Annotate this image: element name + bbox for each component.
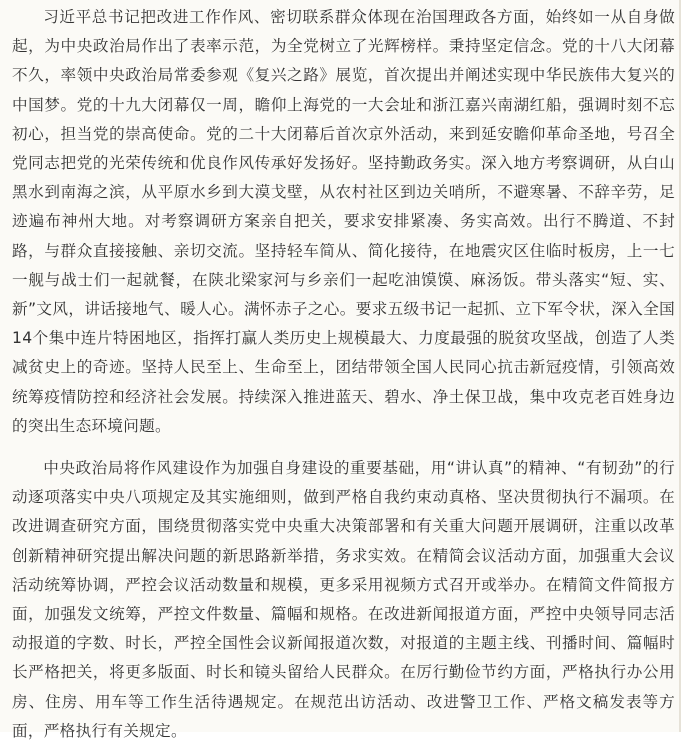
article-paragraph-1: 习近平总书记把改进工作作风、密切联系群众体现在治国理政各方面，始终如一从自身做起，为中央政治局作出了表率示范，为全党树立了光辉榜样。秉持坚定信念。党的十八大闭幕不久，率领中央政治局常委参观《复兴之路》展览，首次提出并阐述实现中华民族伟大复兴的中国梦。党的十九大闭幕仅一周，瞻仰上海党的一大会址和浙江嘉兴南湖红船，强调时刻不忘初心，担当党的崇高使命。党的二十大闭幕后首次京外活动，来到延安瞻仰革命圣地，号召全党同志把党的光荣传统和优良作风传承好发扬好。坚持勤政务实。深入地方考察调研，从白山黑水到南海之滨，从平原水乡到大漠戈壁，从农村社区到边关哨所，不避寒暑、不辞辛劳，足迹遍布神州大地。对考察调研方案亲自把关，要求安排紧凑、务实高效。出行不腾道、不封路，与群众直接接触、亲切交流。坚持轻车简从、简化接待，在地震灾区住临时板房，上一七一舰与战士们一起就餐，在陕北梁家河与乡亲们一起吃油馍馍、麻汤饭。带头落实“短、实、新”文风，讲话接地气、暖人心。满怀赤子之心。要求五级书记一起抓、立下军令状，深入全国14个集中连片特困地区，指挥打赢人类历史上规模最大、力度最强的脱贫攻坚战，创造了人类减贫史上的奇迹。坚持人民至上、生命至上，团结带领全国人民同心抗击新冠疫情，引领高效统筹疫情防控和经济社会发展。持续深入推进蓝天、碧水、净土保卫战，集中攻克老百姓身边的突出生态环境问题。 — [12, 8, 675, 435]
article-paragraph-2: 中央政治局将作风建设作为加强自身建设的重要基础，用“讲认真”的精神、“有韧劲”的行动逐项落实中央八项规定及其实施细则，做到严格自我约束动真格、坚决贯彻执行不漏项。在改进调查研究方面，围绕贯彻落实党中央重大决策部署和有关重大问题开展调研，注重以改革创新精神研究提出解决问题的新思路新举措，务求实效。在精简会议活动方面，加强重大会议活动统筹协调，严控会议活动数量和规模，更多采用视频方式召开或举办。在精简文件简报方面，加强发文统筹，严控文件数量、篇幅和规格。在改进新闻报道方面，严控中央领导同志活动报道的字数、时长，严控全国性会议新闻报道次数，对报道的主题主线、刊播时间、篇幅时长严格把关，将更多版面、时长和镜头留给人民群众。在厉行勤俭节约方面，严格执行办公用房、住房、用车等工作生活待遇规定。在规范出访活动、改进警卫工作、严格文稿发表等方面，严格执行有关规定。 — [12, 459, 675, 740]
